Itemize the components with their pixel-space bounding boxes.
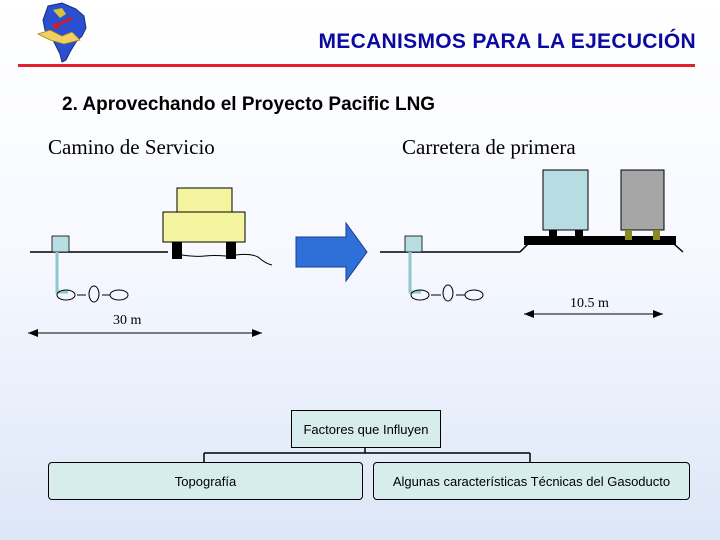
truck-left (543, 170, 588, 230)
cable-coil-3 (110, 290, 128, 300)
tree-child-technical: Algunas características Técnicas del Gasoducto (373, 462, 690, 500)
road-embankment (520, 244, 683, 252)
width-label-right: 10.5 m (570, 296, 609, 311)
page-title: MECANISMOS PARA LA EJECUCIÓN (318, 30, 696, 53)
pipe-right (410, 252, 421, 292)
vehicle-wheel-right (226, 242, 236, 259)
transition-arrow-icon (296, 223, 367, 281)
highway-label: Carretera de primera (402, 135, 576, 159)
width-label-left: 30 m (113, 313, 142, 328)
tree-root-box: Factores que Influyen (291, 410, 441, 448)
section-subtitle: 2. Aprovechando el Proyecto Pacific LNG (62, 94, 436, 115)
service-road-label: Camino de Servicio (48, 135, 215, 159)
vehicle-body (163, 212, 245, 242)
valve-box-left (52, 236, 69, 252)
tree-connectors (204, 446, 530, 462)
title-divider (18, 64, 695, 67)
cable-coil-2 (89, 286, 99, 302)
highway-scene (380, 170, 683, 318)
vehicle-cab (177, 188, 232, 212)
south-america-logo (38, 3, 86, 62)
truck-right (621, 170, 664, 230)
tree-child-topography: Topografía (48, 462, 363, 500)
service-road-scene (28, 188, 272, 337)
pipe-left (57, 252, 68, 292)
vehicle-wheel-left (172, 242, 182, 259)
valve-box-right (405, 236, 422, 252)
